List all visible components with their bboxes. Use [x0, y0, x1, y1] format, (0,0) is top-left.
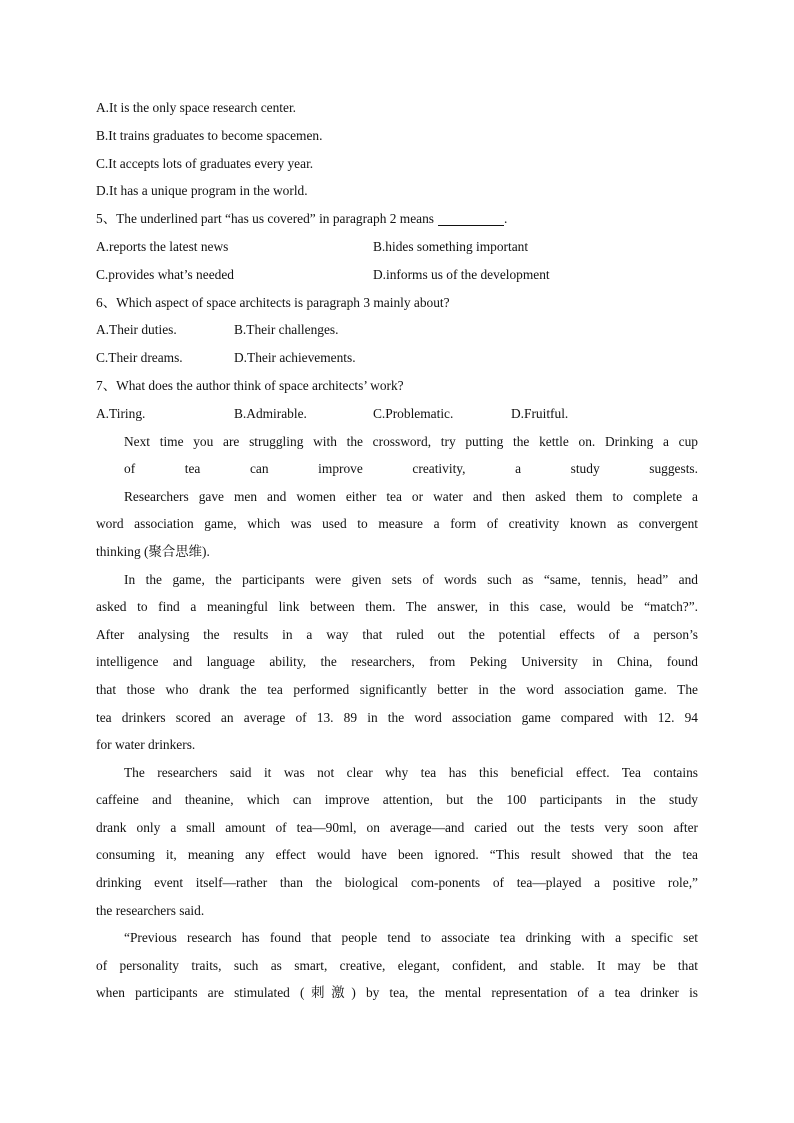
- paragraph-2-line-1: Researchers gave men and women either tea or water and then asked them to complete a: [124, 488, 698, 504]
- q4-option-c: C.It accepts lots of graduates every year.: [96, 155, 314, 171]
- paragraph-3-line-3: After analysing the results in a way that ruled out the potential effects of a person’s: [96, 626, 698, 642]
- paragraph-2-line-3: thinking (聚合思维).: [96, 543, 210, 559]
- q6-options-row-2: [96, 344, 698, 372]
- paragraph-2-line-2: word association game, which was used to measure a form of creativity known as convergent: [96, 516, 698, 532]
- q7-option-a: A.Tiring.: [96, 405, 146, 421]
- q7-option-d: D.Fruitful.: [511, 405, 569, 421]
- q7-options-row: [96, 400, 698, 428]
- paragraph-4: [96, 759, 698, 925]
- q5-options-row-1: [96, 233, 698, 261]
- q6-option-b: B.Their challenges.: [234, 322, 339, 338]
- q7-stem: 7、What does the author think of space architects’ work?: [96, 377, 404, 393]
- q5-option-a: A.reports the latest news: [96, 238, 229, 254]
- q6-option-c: C.Their dreams.: [96, 350, 183, 366]
- q6-options-row-1: [96, 316, 698, 344]
- paragraph-3-line-6: tea drinkers scored an average of 13. 89 in the word association game compared with 12. 94: [96, 709, 698, 725]
- paragraph-3: [96, 566, 698, 759]
- paragraph-2: [96, 483, 698, 566]
- paragraph-4-line-6: the researchers said.: [96, 902, 205, 918]
- q4-option-a: A.It is the only space research center.: [96, 100, 297, 115]
- paragraph-3-line-2: asked to find a meaningful link between them. The answer, in this case, would be “match?”.: [96, 599, 698, 615]
- document-content: [96, 94, 698, 1007]
- paragraph-5-line-1: “Previous research has found that people tend to associate tea drinking with a specific set: [124, 930, 698, 946]
- q6-option-d: D.Their achievements.: [234, 350, 356, 366]
- q5-options-row-2: [96, 261, 698, 289]
- passage: [96, 428, 698, 1007]
- paragraph-4-line-2: caffeine and theanine, which can improve attention, but the 100 participants in the study: [96, 792, 698, 808]
- paragraph-5-line-2: of personality traits, such as smart, creative, elegant, confident, and stable. It may be that: [96, 957, 698, 973]
- q4-option-d: D.It has a unique program in the world.: [96, 183, 308, 199]
- paragraph-4-line-1: The researchers said it was not clear why tea has this beneficial effect. Tea contains: [124, 764, 698, 780]
- paragraph-1-line-1: Next time you are struggling with the crossword, try putting the kettle on. Drinking a cup: [124, 433, 698, 449]
- q6-stem: 6、Which aspect of space architects is paragraph 3 mainly about?: [96, 294, 450, 310]
- q5-stem-text: 5、The underlined part “has us covered” in paragraph 2 means: [96, 211, 434, 227]
- q7-option-b: B.Admirable.: [234, 405, 307, 421]
- q5-option-c: C.provides what’s needed: [96, 266, 234, 282]
- q4-option-b: B.It trains graduates to become spacemen.: [96, 127, 323, 143]
- paragraph-3-line-5: that those who drank the tea performed significantly better in the word association game. The: [96, 681, 698, 697]
- paragraph-3-line-7: for water drinkers.: [96, 737, 196, 753]
- paragraph-4-line-5: drinking event itself—rather than the biological com-ponents of tea—played a positive role,”: [96, 875, 698, 891]
- paragraph-4-line-4: consuming it, meaning any effect would have been ignored. “This result showed that the tea: [96, 847, 698, 863]
- q6-option-a: A.Their duties.: [96, 322, 177, 338]
- q5-option-b: B.hides something important: [373, 238, 529, 254]
- q5-option-d: D.informs us of the development: [373, 266, 550, 282]
- paragraph-3-line-4: intelligence and language ability, the researchers, from Peking University in China, found: [96, 654, 698, 670]
- paragraph-5-line-3: when participants are stimulated (刺激) by tea, the mental representation of a tea drinker is: [96, 985, 698, 1001]
- paragraph-1-line-2: of tea can improve creativity, a study suggests.: [124, 461, 698, 477]
- q5-stem-end: .: [503, 211, 508, 227]
- q7-option-c: C.Problematic.: [373, 405, 454, 421]
- answer-blank: [438, 209, 504, 226]
- paragraph-4-line-3: drank only a small amount of tea—90ml, on average—and caried out the tests very soon after: [96, 819, 698, 835]
- paragraph-5: [96, 924, 698, 1007]
- paragraph-3-line-1: In the game, the participants were given sets of words such as “same, tennis, head” and: [124, 571, 698, 587]
- q5-stem: [96, 205, 698, 233]
- paragraph-1: [96, 428, 698, 483]
